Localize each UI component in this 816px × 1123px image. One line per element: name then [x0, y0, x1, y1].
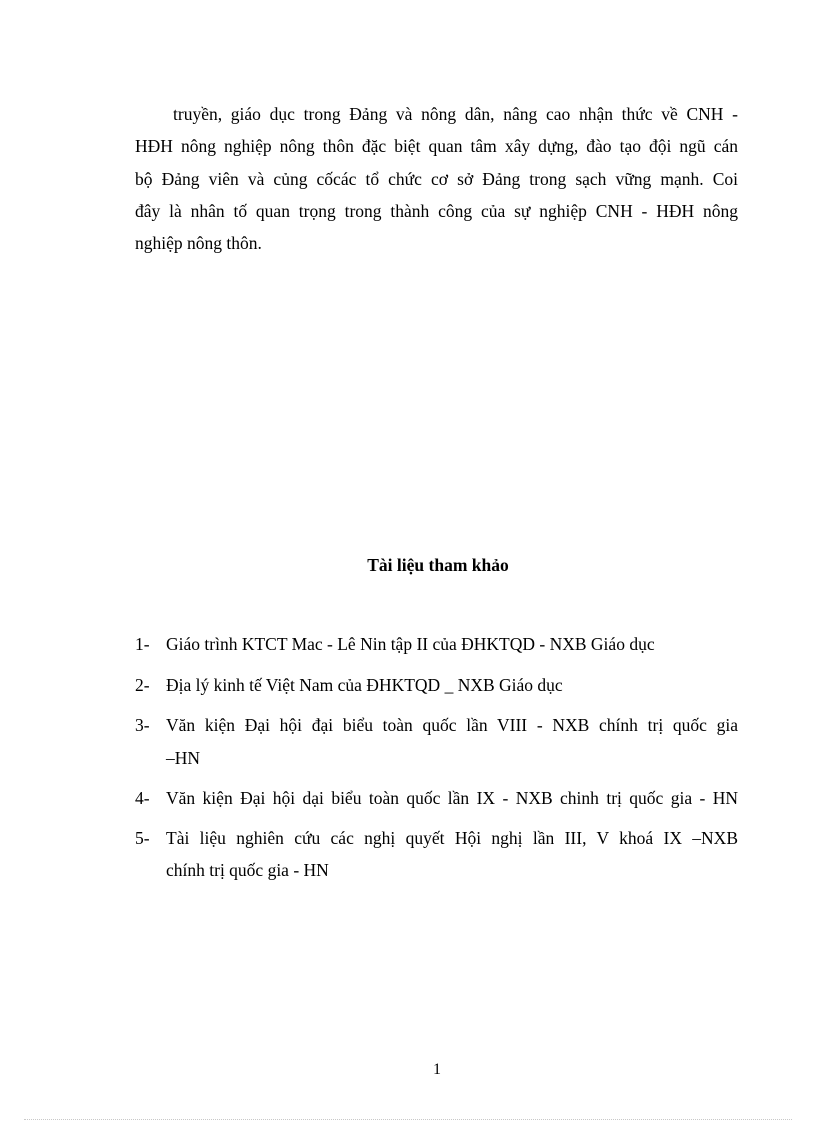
references-heading: Tài liệu tham khảo	[367, 555, 509, 575]
reference-text: Văn kiện Đại hội dại biểu toàn quốc lần IX - NXB chinh trị quốc gia - HN	[166, 788, 738, 808]
reference-text: Giáo trình KTCT Mac - Lê Nin tập II của ĐHKTQD - NXB Giáo dục	[166, 634, 655, 654]
reference-text: –HN	[166, 748, 201, 768]
reference-number: 3-	[135, 715, 150, 735]
reference-text: Văn kiện Đại hội đại biểu toàn quốc lần VIII - NXB chính trị quốc gia	[166, 715, 738, 735]
reference-number: 1-	[135, 634, 150, 654]
body-text-line: truyền, giáo dục trong Đảng và nông dân, nâng cao nhận thức về CNH -	[173, 104, 738, 124]
reference-number: 2-	[135, 675, 150, 695]
page-bottom-divider	[24, 1119, 792, 1120]
reference-number: 4-	[135, 788, 150, 808]
reference-number: 5-	[135, 828, 150, 848]
reference-text: Tài liệu nghiên cứu các nghị quyết Hội nghị lần III, V khoá IX –NXB	[166, 828, 738, 848]
reference-text: chính trị quốc gia - HN	[166, 860, 329, 880]
reference-text: Địa lý kinh tế Việt Nam của ĐHKTQD _ NXB Giáo dục	[166, 675, 563, 695]
body-text-line: HĐH nông nghiệp nông thôn đặc biệt quan tâm xây dựng, đào tạo đội ngũ cán	[135, 136, 738, 156]
body-text-line: nghiệp nông thôn.	[135, 233, 262, 253]
body-text-line: đây là nhân tố quan trọng trong thành công của sự nghiệp CNH - HĐH nông	[135, 201, 738, 221]
body-text-line: bộ Đảng viên và củng cốcác tổ chức cơ sở Đảng trong sạch vững mạnh. Coi	[135, 169, 738, 189]
page-number: 1	[433, 1061, 441, 1078]
